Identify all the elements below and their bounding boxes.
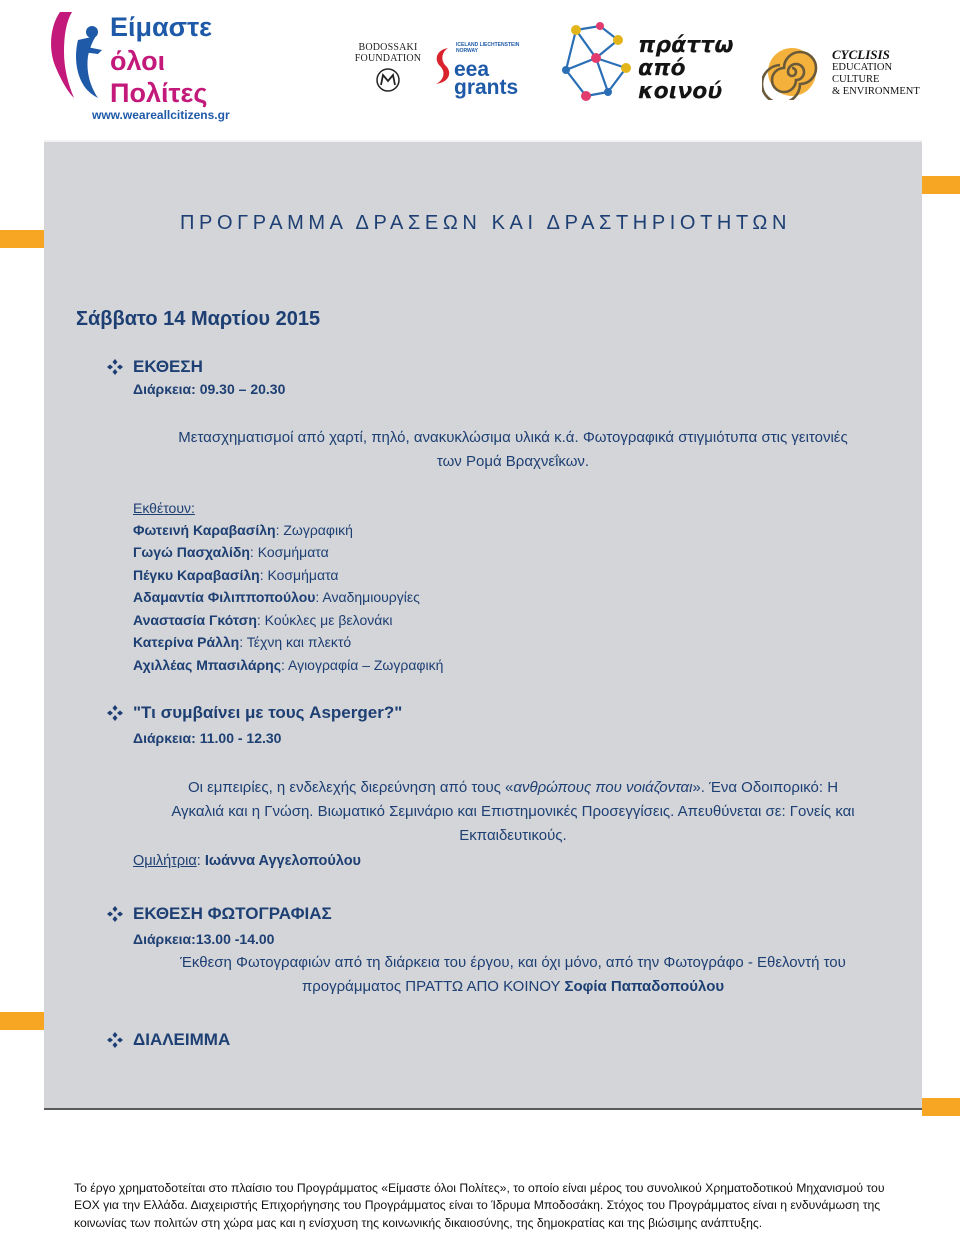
asperger-desc-line1: Οι εμπειρίες, η ενδελεχής διερεύνηση από τους «ανθρώπους που νοιάζονται». Ένα Οδοιπορικό: Η (187, 779, 839, 796)
exhibitor-item: Αδαμαντία Φιλιπποπούλου: Αναδημιουργίες (133, 589, 420, 605)
cyclisis-line2: CULTURE (832, 74, 880, 85)
exhibitor-item: Πέγκυ Καραβασίλη: Κοσμήματα (133, 567, 339, 583)
eea-grants-logo (432, 40, 524, 102)
exhibitor-item: Κατερίνα Ράλλη: Τέχνη και πλεκτό (133, 634, 352, 650)
network-nodes-icon (556, 22, 638, 106)
diamond-bullet-icon (107, 705, 123, 721)
asperger-desc-line2: Αγκαλιά και η Γνώση. Βιωματικό Σεμινάριο και Επιστημονικές Προσεγγίσεις. Απευθύνεται σε: Γονείς και (171, 803, 855, 820)
cyclisis-logo (762, 44, 932, 100)
orange-bar-left-top (0, 230, 44, 248)
diamond-bullet-icon (107, 906, 123, 922)
prattw-logo-text (638, 34, 733, 103)
asperger-desc-line3: Εκπαιδευτικούς. (459, 827, 567, 844)
section-exhibition-description (118, 426, 908, 474)
section-photo-exhibition-description (118, 951, 908, 999)
funding-footer-text: Το έργο χρηματοδοτείται στο πλαίσιο του Προγράμματος «Είμαστε όλοι Πολίτες», το οποίο είναι μέρος του συνολικού Χρηματοδοτικού Μηχανισμού του ΕΟΧ για την Ελλάδα. Διαχειριστής Επιχορήγησης του Προγράμματος είναι το Ίδρυμα Μποδοσάκη. Στόχος του Προγράμματος είναι η ενδυνάμωση της κοινωνίας των πολιτών στη χώρα μας και η ενίσχυση της κοινωνικής δικαιοσύνης, της δημοκρατίας και της βιώσιμης ανάπτυξης. (74, 1181, 885, 1230)
eea-ribbon-icon (432, 46, 454, 86)
exhibitor-item: Φωτεινή Καραβασίλη: Ζωγραφική (133, 522, 353, 538)
bodossaki-logo (352, 42, 424, 96)
prattw-line2: από (638, 56, 686, 81)
exhibitors-label: Εκθέτουν: (133, 500, 195, 516)
orange-bar-left-bottom (0, 1012, 44, 1030)
event-date: Σάββατο 14 Μαρτίου 2015 (76, 308, 321, 330)
section-break-title: ΔΙΑΛΕΙΜΜΑ (133, 1030, 231, 1049)
bodossaki-emblem-icon (376, 67, 400, 93)
orange-bar-right-bottom (922, 1098, 960, 1116)
cyclisis-line1: EDUCATION (832, 62, 893, 73)
bodossaki-line1: BODOSSAKI (358, 42, 418, 53)
exhibition-desc-line1: Μετασχηματισμοί από χαρτί, πηλό, ανακυκλώσιμα υλικά κ.ά. Φωτογραφικά στιγμιότυπα στις γειτονιές (178, 429, 848, 446)
citizens-logo-url: www.weareallcitizens.gr (92, 108, 230, 122)
eea-word2: grants (454, 76, 519, 99)
prattw-line1: πράττω (638, 33, 734, 58)
cyclisis-tagline (832, 62, 920, 98)
section-exhibition-duration: Διάρκεια: 09.30 – 20.30 (133, 381, 286, 397)
section-photo-exhibition-duration: Διάρκεια:13.00 -14.00 (133, 931, 275, 947)
spiral-icon (762, 44, 824, 100)
citizens-logo-line2: όλοι (110, 46, 166, 76)
photo-desc-line1: Έκθεση Φωτογραφιών από τη διάρκεια του έργου, και όχι μόνο, από την Φωτογράφο - Εθελοντή του (180, 954, 846, 971)
section-asperger-title: "Τι συμβαίνει με τους Asperger?" (133, 703, 403, 722)
section-asperger-duration: Διάρκεια: 11.00 - 12.30 (133, 730, 282, 746)
citizens-logo (48, 6, 248, 124)
orange-bar-right-top (922, 176, 960, 194)
eea-countries: ICELAND LIECHTENSTEIN NORWAY (456, 42, 520, 54)
exhibitor-item: Γωγώ Πασχαλίδη: Κοσμήματα (133, 544, 329, 560)
speaker-name: Ιωάννα Αγγελοπούλου (204, 853, 361, 869)
prattw-line3: κοινού (638, 79, 723, 104)
photo-desc-line2: προγράμματος ΠΡΑΤΤΩ ΑΠΟ ΚΟΙΝΟΥ Σοφία Παπαδοπούλου (301, 978, 725, 995)
citizens-logo-line1: Είμαστε (110, 12, 212, 42)
section-exhibition-title: ΕΚΘΕΣΗ (133, 357, 203, 376)
section-photo-exhibition-title: ΕΚΘΕΣΗ ΦΩΤΟΓΡΑΦΙΑΣ (133, 904, 332, 923)
bodossaki-line2: FOUNDATION (354, 53, 422, 64)
diamond-bullet-icon (107, 1032, 123, 1048)
cyclisis-name: CYCLISIS (832, 47, 890, 62)
eea-word1: eea (454, 58, 490, 81)
citizens-logo-line3: Πολίτες (110, 78, 208, 108)
program-title: ΠΡΟΓΡΑΜΜΑ ΔΡΑΣΕΩΝ ΚΑΙ ΔΡΑΣΤΗΡΙΟΤΗΤΩΝ (180, 212, 792, 234)
speaker-line: Ομιλήτρια: Ιωάννα Αγγελοπούλου (133, 853, 361, 869)
section-asperger-description (118, 776, 908, 848)
diamond-bullet-icon (107, 359, 123, 375)
exhibitor-item: Αχιλλέας Μπασιλάρης: Αγιογραφία – Ζωγραφική (133, 657, 444, 673)
exhibitor-item: Αναστασία Γκότση: Κούκλες με βελονάκι (133, 612, 393, 628)
cyclisis-line3: & ENVIRONMENT (832, 86, 920, 97)
citizens-figures-icon (48, 6, 110, 116)
prattw-apo-koinou-logo (556, 22, 746, 106)
exhibition-desc-line2: των Ρομά Βραχνεΐκων. (436, 453, 590, 470)
speaker-label: Ομιλήτρια (133, 853, 197, 869)
